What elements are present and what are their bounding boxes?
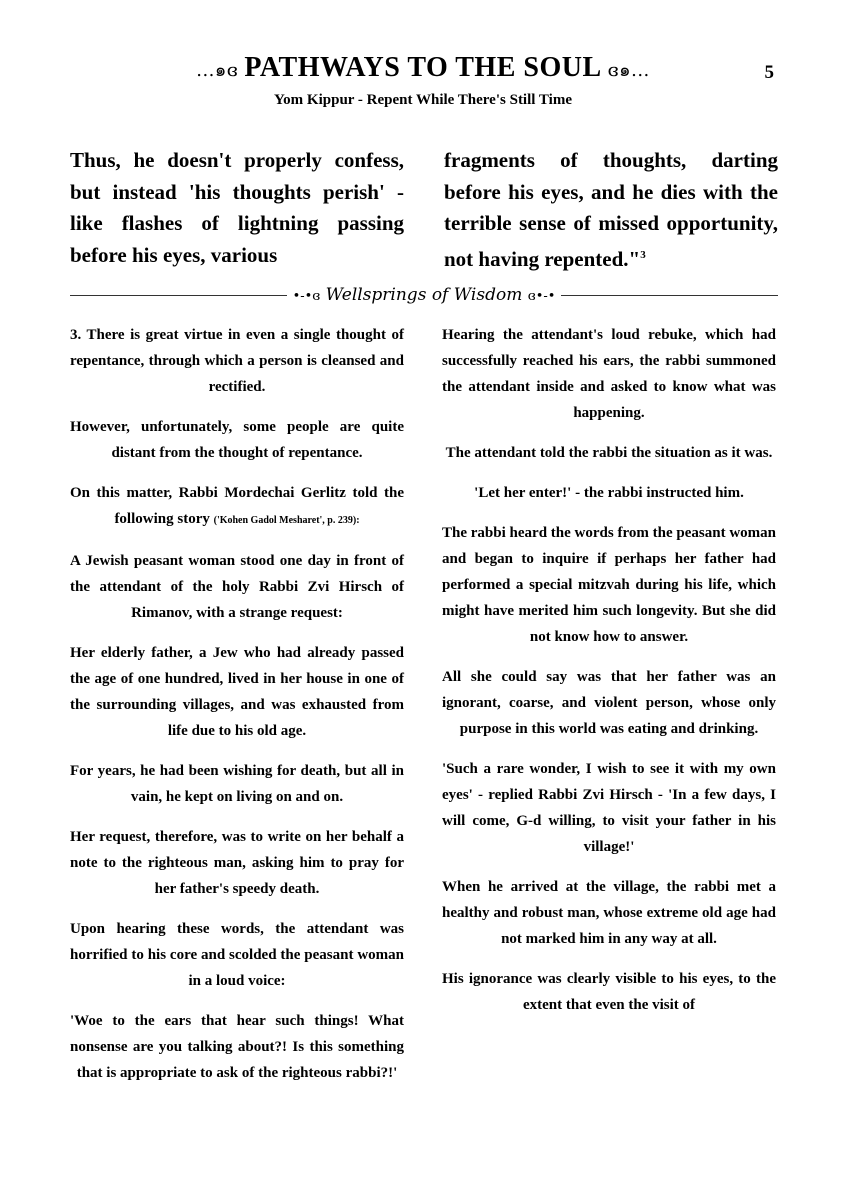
- paragraph: Hearing the attendant's loud rebuke, which had successfully reached his ears, the rabbi summoned the attendant inside and asked to know what was happening.: [442, 327, 776, 421]
- left-ornament-icon: ...๑ɞ: [196, 60, 239, 81]
- paragraph: 'Let her enter!' - the rabbi instructed him.: [474, 485, 744, 501]
- paragraph: Upon hearing these words, the attendant was horrified to his core and scolded the peasant woman in a loud voice:: [70, 921, 404, 989]
- paragraph-text: On this matter, Rabbi Mordechai Gerlitz told the following story: [70, 485, 404, 527]
- intro-section: [70, 145, 778, 275]
- paragraph: All she could say was that her father was an ignorant, coarse, and violent person, whose only purpose in this world was eating and drinking.: [442, 669, 776, 737]
- title-row: [0, 52, 846, 86]
- section-divider: [70, 283, 778, 307]
- right-ornament-icon: ɞ๑...: [607, 60, 650, 81]
- paragraph: However, unfortunately, some people are quite distant from the thought of repentance.: [70, 419, 404, 461]
- right-column: [442, 322, 776, 1032]
- divider-line-left: [70, 295, 287, 296]
- footnote-ref: 3: [640, 248, 646, 261]
- paragraph: [70, 480, 404, 534]
- paragraph: His ignorance was clearly visible to his eyes, to the extent that even the visit of: [442, 971, 776, 1013]
- section-heading-text: Wellsprings of Wisdom: [325, 285, 523, 305]
- section-heading: [287, 285, 562, 305]
- book-title-text: PATHWAYS TO THE SOUL: [244, 52, 602, 83]
- intro-right-text: fragments of thoughts, darting before his eyes, and he dies with the terrible sense of missed opportunity, not having repented.": [444, 148, 778, 271]
- page-header: [0, 52, 846, 109]
- paragraph: The attendant told the rabbi the situation as it was.: [445, 445, 773, 461]
- page-number: 5: [764, 62, 774, 83]
- paragraph: 'Such a rare wonder, I wish to see it with my own eyes' - replied Rabbi Zvi Hirsch - 'In a few days, I will come, G-d willing, to visit your father in his village!': [442, 761, 776, 855]
- chapter-subtitle: Yom Kippur - Repent While There's Still Time: [274, 92, 572, 108]
- intro-paragraph-right: [444, 145, 778, 275]
- book-title: [0, 52, 846, 84]
- paragraph: Her request, therefore, was to write on her behalf a note to the righteous man, asking him to pray for her father's speedy death.: [70, 829, 404, 897]
- divider-line-right: [561, 295, 778, 296]
- source-citation: ('Kohen Gadol Mesharet', p. 239):: [213, 515, 360, 526]
- paragraph: The rabbi heard the words from the peasant woman and began to inquire if perhaps her father had performed a special mitzvah during his life, which might have merited him such longevity. But she did not know how to answer.: [442, 525, 776, 645]
- paragraph: When he arrived at the village, the rabbi met a healthy and robust man, whose extreme old age had not marked him in any way at all.: [442, 879, 776, 947]
- paragraph: 'Woe to the ears that hear such things! What nonsense are you talking about?! Is this something that is appropriate to ask of the righteous rabbi?!': [70, 1013, 404, 1081]
- paragraph: For years, he had been wishing for death, but all in vain, he kept on living on and on.: [70, 763, 404, 805]
- divider-ornament-right-icon: ɞ•-•: [527, 289, 556, 304]
- paragraph: Her elderly father, a Jew who had already passed the age of one hundred, lived in her house in one of the surrounding villages, and was exhausted from life due to his old age.: [70, 645, 404, 739]
- paragraph: 3. There is great virtue in even a single thought of repentance, through which a person is cleansed and rectified.: [70, 327, 404, 395]
- intro-paragraph-left: Thus, he doesn't properly confess, but instead 'his thoughts perish' - like flashes of lightning passing before his eyes, various: [70, 148, 404, 267]
- paragraph: A Jewish peasant woman stood one day in front of the attendant of the holy Rabbi Zvi Hirsch of Rimanov, with a strange request:: [70, 553, 404, 621]
- left-column: [70, 322, 404, 1100]
- divider-ornament-left-icon: •-•ɞ: [292, 289, 321, 304]
